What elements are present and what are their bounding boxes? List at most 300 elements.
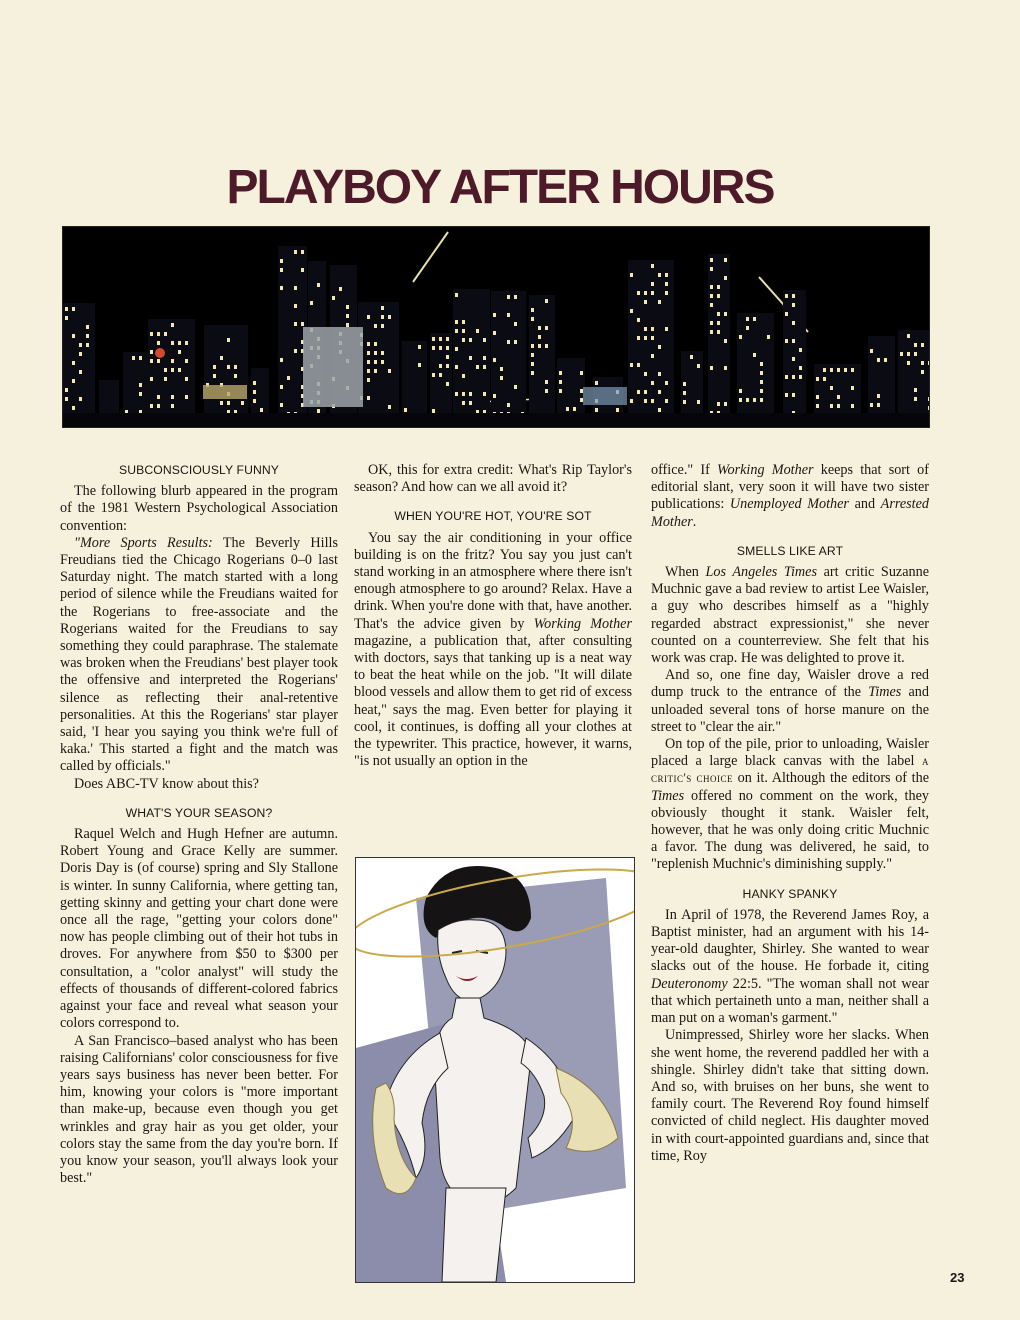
window-light xyxy=(844,368,847,372)
text-run: When xyxy=(665,564,706,581)
window-light xyxy=(234,365,237,369)
window-light xyxy=(644,399,647,403)
window-light xyxy=(724,276,727,280)
window-light xyxy=(799,366,802,370)
window-light xyxy=(280,403,283,407)
window-light xyxy=(500,367,503,371)
window-light xyxy=(374,369,377,373)
window-light xyxy=(381,306,384,310)
window-light xyxy=(644,372,647,376)
window-light xyxy=(921,370,924,374)
window-light xyxy=(86,334,89,338)
window-light xyxy=(921,343,924,347)
magazine-title: Working Mother xyxy=(533,615,633,632)
window-light xyxy=(644,390,647,394)
window-light xyxy=(658,300,661,304)
window-light xyxy=(507,403,510,407)
page-title: PLAYBOY AFTER HOURS xyxy=(226,161,774,214)
window-light xyxy=(710,285,713,289)
window-light xyxy=(753,353,756,357)
window-light xyxy=(462,320,465,324)
window-light xyxy=(531,371,534,375)
legs-shape xyxy=(442,1188,506,1282)
window-light xyxy=(921,361,924,365)
window-light xyxy=(559,371,562,375)
window-light xyxy=(816,377,819,381)
building xyxy=(63,303,95,427)
window-light xyxy=(294,322,297,326)
window-light xyxy=(339,287,342,291)
window-light xyxy=(455,329,458,333)
window-light xyxy=(346,314,349,318)
window-light xyxy=(178,341,181,345)
window-light xyxy=(710,294,713,298)
window-light xyxy=(851,404,854,408)
window-light xyxy=(483,365,486,369)
window-light xyxy=(185,377,188,381)
window-light xyxy=(157,404,160,408)
window-light xyxy=(914,397,917,401)
window-light xyxy=(545,344,548,348)
window-light xyxy=(469,338,472,342)
window-light xyxy=(837,404,840,408)
window-light xyxy=(374,324,377,328)
window-light xyxy=(253,381,256,385)
window-light xyxy=(79,352,82,356)
window-light xyxy=(65,307,68,311)
window-light xyxy=(185,341,188,345)
window-light xyxy=(760,371,763,375)
quoted-lead: "More Sports Results: xyxy=(74,534,213,551)
window-light xyxy=(665,273,668,277)
window-light xyxy=(367,396,370,400)
window-light xyxy=(724,258,727,262)
window-light xyxy=(651,264,654,268)
window-light xyxy=(753,317,756,321)
window-light xyxy=(164,332,167,336)
window-light xyxy=(683,391,686,395)
window-light xyxy=(367,315,370,319)
text-run: keeps that sort of editorial slant, very soon it will have two sister publications: xyxy=(651,462,929,513)
window-light xyxy=(907,361,910,365)
window-light xyxy=(851,368,854,372)
window-light xyxy=(900,352,903,356)
window-light xyxy=(914,388,917,392)
window-light xyxy=(213,365,216,369)
window-light xyxy=(514,340,517,344)
section-heading: WHEN YOU'RE HOT, YOU'RE SOT xyxy=(394,509,592,524)
window-light xyxy=(746,326,749,330)
window-light xyxy=(253,399,256,403)
window-light xyxy=(792,339,795,343)
window-light xyxy=(630,399,633,403)
window-light xyxy=(381,351,384,355)
window-light xyxy=(580,398,583,402)
window-light xyxy=(830,386,833,390)
window-light xyxy=(381,315,384,319)
window-light xyxy=(545,326,548,330)
building xyxy=(737,313,774,427)
window-light xyxy=(760,380,763,384)
window-light xyxy=(531,353,534,357)
window-light xyxy=(877,403,880,407)
window-light xyxy=(493,394,496,398)
window-light xyxy=(469,392,472,396)
window-light xyxy=(595,381,598,385)
window-light xyxy=(816,404,819,408)
window-light xyxy=(446,355,449,359)
window-light xyxy=(637,318,640,322)
window-light xyxy=(792,357,795,361)
building xyxy=(898,330,929,427)
window-light xyxy=(792,303,795,307)
window-light xyxy=(367,351,370,355)
window-light xyxy=(914,352,917,356)
text-run: In April of 1978, the Reverend James Roy, a Baptist minister, had an argument with his 14-year-old daughter, Shirley. She wanted to wear slacks out of the house. He forbade it, citing xyxy=(651,906,929,975)
window-light xyxy=(658,372,661,376)
window-light xyxy=(469,401,472,405)
window-light xyxy=(374,342,377,346)
window-light xyxy=(644,291,647,295)
window-light xyxy=(367,360,370,364)
window-light xyxy=(710,258,713,262)
window-light xyxy=(830,368,833,372)
window-light xyxy=(418,345,421,349)
window-light xyxy=(462,338,465,342)
window-light xyxy=(683,400,686,404)
window-light xyxy=(724,402,727,406)
window-light xyxy=(665,381,668,385)
window-light xyxy=(234,374,237,378)
window-light xyxy=(157,395,160,399)
window-light xyxy=(483,356,486,360)
window-light xyxy=(785,294,788,298)
column-3 xyxy=(651,462,929,1165)
text-run: On top of the pile, prior to unloading, Waisler placed a large black canvas with the label xyxy=(651,736,929,770)
window-light xyxy=(462,392,465,396)
window-light xyxy=(792,375,795,379)
window-light xyxy=(171,395,174,399)
window-light xyxy=(301,268,304,272)
window-light xyxy=(760,398,763,402)
column-2 xyxy=(354,462,632,770)
window-light xyxy=(907,352,910,356)
window-light xyxy=(665,327,668,331)
window-light xyxy=(469,356,472,360)
window-light xyxy=(573,407,576,411)
window-light xyxy=(455,293,458,297)
building xyxy=(358,302,399,427)
window-light xyxy=(171,368,174,372)
window-light xyxy=(651,282,654,286)
window-light xyxy=(164,368,167,372)
window-light xyxy=(724,339,727,343)
window-light xyxy=(683,382,686,386)
lit-building xyxy=(583,387,627,405)
building xyxy=(148,319,195,427)
window-light xyxy=(455,392,458,396)
window-light xyxy=(241,401,244,405)
window-light xyxy=(651,381,654,385)
window-light xyxy=(830,404,833,408)
window-light xyxy=(545,380,548,384)
window-light xyxy=(580,371,583,375)
window-light xyxy=(717,402,720,406)
window-light xyxy=(785,393,788,397)
window-light xyxy=(816,395,819,399)
article-paragraph: The following blurb appeared in the program of the 1981 Western Psychological Association convention: xyxy=(60,483,338,534)
text-run: and xyxy=(848,496,881,513)
window-light xyxy=(637,363,640,367)
window-light xyxy=(367,369,370,373)
window-light xyxy=(476,365,479,369)
window-light xyxy=(753,398,756,402)
window-light xyxy=(150,350,153,354)
window-light xyxy=(580,389,583,393)
window-light xyxy=(253,390,256,394)
window-light xyxy=(717,294,720,298)
window-light xyxy=(72,379,75,383)
window-light xyxy=(514,385,517,389)
window-light xyxy=(280,385,283,389)
window-light xyxy=(531,308,534,312)
book-title: Deuteronomy xyxy=(651,975,728,992)
section-heading: WHAT'S YOUR SEASON? xyxy=(125,805,273,820)
window-light xyxy=(439,373,442,377)
text-run: 22:5. "The woman shall not wear that which pertaineth unto a man, neither shall a man put on a woman's garment." xyxy=(651,975,929,1027)
window-light xyxy=(439,364,442,368)
article-paragraph: Does ABC-TV know about this? xyxy=(74,775,259,792)
window-light xyxy=(697,400,700,404)
window-light xyxy=(294,349,297,353)
window-light xyxy=(185,359,188,363)
window-light xyxy=(500,376,503,380)
window-light xyxy=(260,408,263,412)
window-light xyxy=(637,390,640,394)
window-light xyxy=(531,344,534,348)
window-light xyxy=(446,346,449,350)
window-light xyxy=(346,305,349,309)
article-paragraph xyxy=(651,564,929,667)
window-light xyxy=(150,332,153,336)
window-light xyxy=(483,338,486,342)
window-light xyxy=(767,335,770,339)
window-light xyxy=(837,395,840,399)
window-light xyxy=(531,317,534,321)
window-light xyxy=(658,345,661,349)
window-light xyxy=(630,363,633,367)
window-light xyxy=(79,370,82,374)
window-light xyxy=(374,360,377,364)
window-light xyxy=(493,331,496,335)
window-light xyxy=(432,373,435,377)
article-paragraph xyxy=(60,535,338,776)
window-light xyxy=(928,406,929,410)
window-light xyxy=(367,342,370,346)
waterfront xyxy=(63,413,929,427)
window-light xyxy=(538,335,541,339)
fashion-illustration xyxy=(355,857,635,1283)
window-light xyxy=(760,362,763,366)
building xyxy=(529,295,555,427)
text-run: and unloaded several tons of horse manure on the street to "clear the air." xyxy=(651,684,929,735)
window-light xyxy=(72,334,75,338)
window-light xyxy=(294,304,297,308)
window-light xyxy=(717,285,720,289)
window-light xyxy=(644,300,647,304)
window-light xyxy=(914,343,917,347)
window-light xyxy=(462,374,465,378)
article-paragraph xyxy=(651,667,929,736)
window-light xyxy=(717,312,720,316)
window-light xyxy=(139,356,142,360)
window-light xyxy=(157,332,160,336)
window-light xyxy=(388,405,391,409)
spoof-title: Arrested Mother xyxy=(651,496,929,530)
window-light xyxy=(171,341,174,345)
window-light xyxy=(545,299,548,303)
window-light xyxy=(432,337,435,341)
window-light xyxy=(404,408,407,412)
text-run: You say the air conditioning in your office building is on the fritz? You say you just can't stand working in an atmosphere where there isn't enough atmosphere to go around? Relax. Have a drink. When you're done with that, have another. That's the advice given by xyxy=(354,529,632,632)
article-paragraph xyxy=(354,530,632,771)
text-run: office." If xyxy=(651,462,717,478)
window-light xyxy=(760,389,763,393)
window-light xyxy=(439,346,442,350)
window-light xyxy=(432,346,435,350)
text-run: offered no comment on the work, they obviously thought it stank. Waisler felt, however, that he was only doing critic Muchnic a favor. The dung was delivered, he said, to "replenish Muchnic's diminishing supply." xyxy=(651,787,929,873)
window-light xyxy=(227,365,230,369)
window-light xyxy=(785,339,788,343)
window-light xyxy=(178,350,181,354)
window-light xyxy=(710,267,713,271)
window-light xyxy=(439,337,442,341)
window-light xyxy=(227,338,230,342)
window-light xyxy=(381,360,384,364)
window-light xyxy=(644,327,647,331)
window-light xyxy=(823,377,826,381)
window-light xyxy=(928,397,929,401)
window-light xyxy=(455,347,458,351)
window-light xyxy=(213,374,216,378)
window-light xyxy=(907,334,910,338)
window-light xyxy=(346,323,349,327)
article-paragraph xyxy=(651,736,929,874)
window-light xyxy=(644,336,647,340)
window-light xyxy=(294,250,297,254)
window-light xyxy=(739,389,742,393)
window-light xyxy=(651,327,654,331)
red-beacon xyxy=(155,348,165,358)
window-light xyxy=(432,409,435,413)
text-run: magazine, a publication that, after consulting with doctors, says that tanking up is a neat way to beat the heat while on the job. "It will dilate blood vessels and allow them to get rid of excess heat," says the mag. Even better for playing it cool, it continues, is doffing all your clothes at the typewriter. This practice, however, it warns, "is not usually an option in the xyxy=(354,632,632,770)
window-light xyxy=(851,386,854,390)
window-light xyxy=(690,355,693,359)
window-light xyxy=(171,323,174,327)
window-light xyxy=(164,377,167,381)
window-light xyxy=(65,388,68,392)
window-light xyxy=(870,403,873,407)
column-1 xyxy=(60,462,338,1187)
window-light xyxy=(637,336,640,340)
window-light xyxy=(870,349,873,353)
window-light xyxy=(79,397,82,401)
window-light xyxy=(823,368,826,372)
window-light xyxy=(446,364,449,368)
window-light xyxy=(476,329,479,333)
window-light xyxy=(220,356,223,360)
window-light xyxy=(545,389,548,393)
night-city-skyline-illustration xyxy=(63,227,929,427)
lit-building xyxy=(203,385,247,399)
window-light xyxy=(658,273,661,277)
window-light xyxy=(710,366,713,370)
window-light xyxy=(79,343,82,347)
window-light xyxy=(877,394,880,398)
window-light xyxy=(171,359,174,363)
window-light xyxy=(651,336,654,340)
window-light xyxy=(65,397,68,401)
window-light xyxy=(799,375,802,379)
window-light xyxy=(507,295,510,299)
window-light xyxy=(651,399,654,403)
window-light xyxy=(301,250,304,254)
window-light xyxy=(150,404,153,408)
article-paragraph: Unimpressed, Shirley wore her slacks. When she went home, the reverend paddled her with a shingle. Shirley didn't take that sitting down. And so, with bruises on her buns, she went to family court. The Reverend Roy found himself convicted of child neglect. His daughter moved in with court-appointed guardians and, since that time, Roy xyxy=(651,1027,929,1164)
window-light xyxy=(514,295,517,299)
window-light xyxy=(446,337,449,341)
window-light xyxy=(301,322,304,326)
building xyxy=(278,246,307,427)
window-light xyxy=(665,282,668,286)
window-light xyxy=(367,378,370,382)
window-light xyxy=(150,359,153,363)
window-light xyxy=(280,259,283,263)
window-light xyxy=(507,340,510,344)
window-light xyxy=(724,366,727,370)
window-light xyxy=(710,321,713,325)
window-light xyxy=(287,376,290,380)
window-light xyxy=(559,380,562,384)
text-run: art critic Suzanne Muchnic gave a bad review to artist Lee Waisler, a guy who describes himself as a "highly regarded abstract expressionist," she never counted on a counterreview. She felt that his work was crap. He was delighted to prove it. xyxy=(651,564,929,667)
window-light xyxy=(630,309,633,313)
window-light xyxy=(388,369,391,373)
window-light xyxy=(877,358,880,362)
window-light xyxy=(332,296,335,300)
window-light xyxy=(739,398,742,402)
window-light xyxy=(418,363,421,367)
window-light xyxy=(697,364,700,368)
window-light xyxy=(132,356,135,360)
window-light xyxy=(630,273,633,277)
window-light xyxy=(538,344,541,348)
window-light xyxy=(317,409,320,413)
newspaper-title: Times xyxy=(868,684,902,701)
fashion-figure-illustration xyxy=(356,858,634,1282)
text-run: on it. Although the editors of the xyxy=(732,770,929,787)
window-light xyxy=(310,301,313,305)
window-light xyxy=(739,335,742,339)
window-light xyxy=(280,358,283,362)
newspaper-title: Los Angeles Times xyxy=(705,564,817,581)
window-light xyxy=(665,291,668,295)
window-light xyxy=(139,383,142,387)
window-light xyxy=(493,313,496,317)
spoof-title: Unemployed Mother xyxy=(729,496,849,513)
window-light xyxy=(559,389,562,393)
page-number: 23 xyxy=(950,1270,965,1285)
article-paragraph: OK, this for extra credit: What's Rip Taylor's season? And how can we all avoid it? xyxy=(354,462,632,496)
